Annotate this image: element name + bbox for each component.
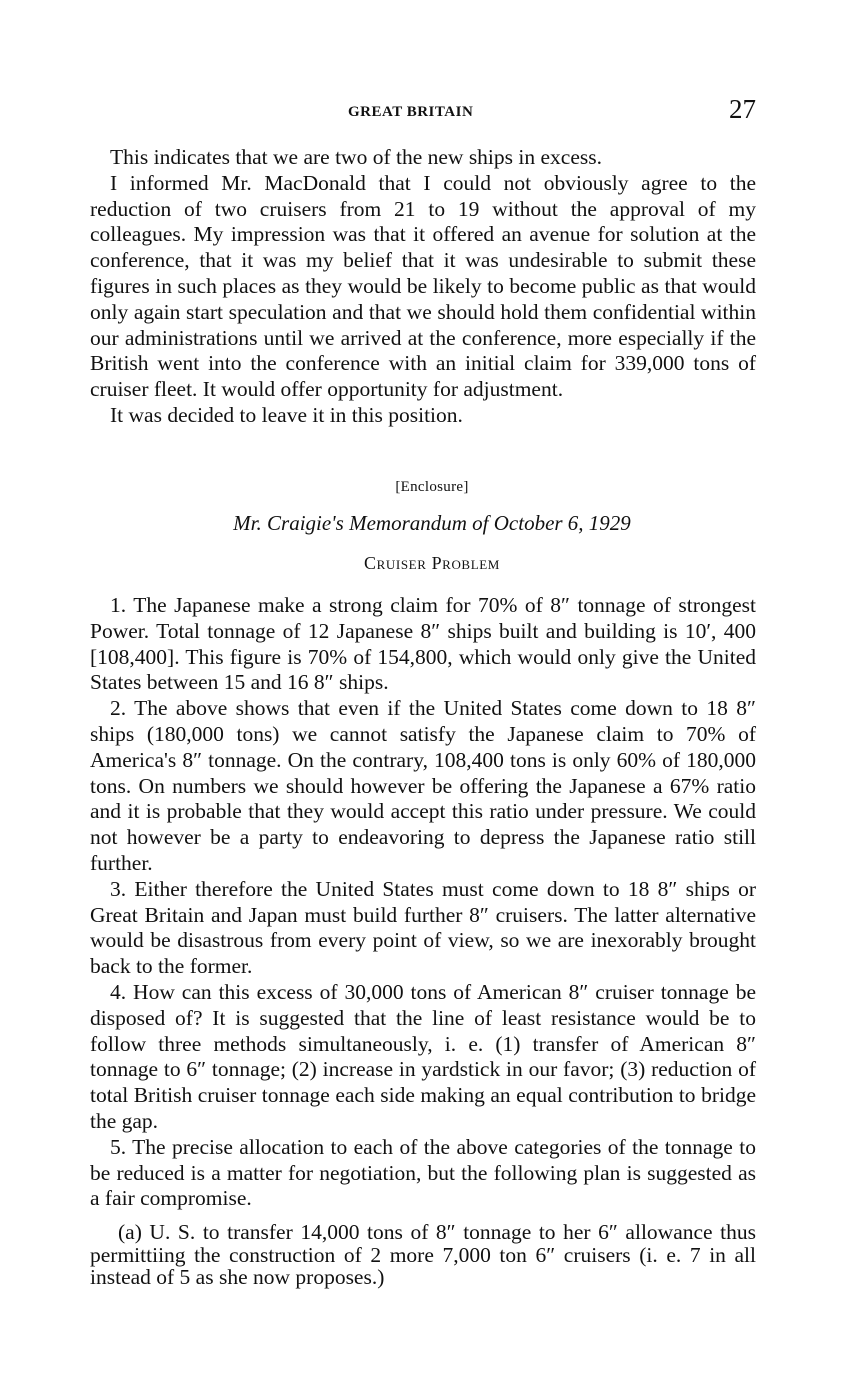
paragraph: It was decided to leave it in this position.	[110, 402, 463, 427]
running-title: GREAT BRITAIN	[348, 104, 474, 120]
paragraph: This indicates that we are two of the new ships in excess.	[110, 145, 602, 169]
numbered-paragraph: 1. The Japanese make a strong claim for 70% of 8″ tonnage of strongest Power. Total tonnage of 12 Japanese 8″ ships built and building is 10′, 400 [108,400]. This figure is 70% of 154,800, which would only give the United States between 15 and 16 8″ ships.	[90, 593, 756, 695]
opening-text	[90, 145, 756, 429]
paragraph: I informed Mr. MacDonald that I could not obviously agree to the reduction of two cruisers from 21 to 19 without the approval of my colleagues. My impression was that it offered an avenue for solution at the conference, that it was my belief that it was undesirable to submit these figures in such places as they would be likely to become public as that would only again start speculation and that we should hold them confidential within our administrations until we arrived at the conference, more especially if the British went into the conference with an initial claim for 339,000 tons of cruiser fleet. It would offer opportunity for adjustment.	[90, 170, 756, 402]
section-title: Cruiser Problem	[364, 553, 500, 573]
numbered-paragraphs	[90, 593, 756, 1212]
sub-item-block	[90, 1221, 756, 1289]
page-number: 27	[729, 94, 756, 124]
numbered-paragraph: 2. The above shows that even if the United States come down to 18 8″ ships (180,000 tons) we cannot satisfy the Japanese claim to 70% of America's 8″ tonnage. On the contrary, 108,400 tons is only 60% of 180,000 tons. On numbers we should however be offering the Japanese a 67% ratio and it is probable that they would accept this ratio under pressure. We could not however be a party to endeavoring to depress the Japanese ratio still further.	[90, 696, 756, 875]
numbered-paragraph: 5. The precise allocation to each of the above categories of the tonnage to be reduced is a matter for negotiation, but the following plan is suggested as a fair compromise.	[90, 1134, 756, 1211]
enclosure-label: [Enclosure]	[395, 479, 469, 495]
sub-item-a: (a) U. S. to transfer 14,000 tons of 8″ tonnage to her 6″ allowance thus permittiing the construction of 2 more 7,000 ton 6″ cruisers (i. e. 7 in all instead of 5 as she now proposes.)	[90, 1220, 756, 1289]
numbered-paragraph: 3. Either therefore the United States must come down to 18 8″ ships or Great Britain and Japan must build further 8″ cruisers. The latter alternative would be disastrous from every point of view, so we are inexorably brought back to the former.	[90, 876, 756, 979]
memorandum-title: Mr. Craigie's Memorandum of October 6, 1929	[233, 511, 631, 535]
numbered-paragraph: 4. How can this excess of 30,000 tons of American 8″ cruiser tonnage be disposed of? It is suggested that the line of least resistance would be to follow three methods simultaneously, i. e. (1) transfer of American 8″ tonnage to 6″ tonnage; (2) increase in yardstick in our favor; (3) reduction of total British cruiser tonnage each side making an equal contribution to bridge the gap.	[90, 979, 756, 1133]
